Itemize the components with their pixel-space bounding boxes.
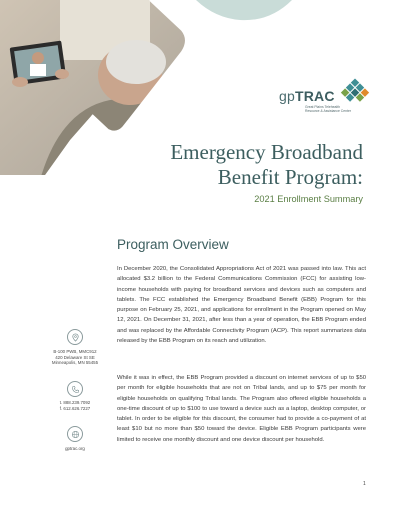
location-pin-icon — [67, 329, 83, 345]
address-line1: B-100 PWB, MMC912 — [53, 349, 97, 354]
page-number: 1 — [363, 481, 366, 487]
logo-tagline-line1: Great Plains Telehealth — [305, 105, 340, 109]
website-link[interactable]: gptrac.org — [65, 446, 85, 451]
phone-block — [40, 400, 110, 411]
logo-word-light: gp — [279, 88, 295, 104]
section-heading: Program Overview — [117, 237, 229, 252]
address-line3: Minneapolis, MN 55455 — [51, 360, 99, 366]
logo-word-bold: TRAC — [294, 88, 335, 104]
document-subtitle: 2021 Enrollment Summary — [254, 194, 363, 204]
paragraph-1: In December 2020, the Consolidated Appropriations Act of 2021 was passed into law. This act allocated $3.2 billion to the Federal Communications Commission (FCC) for assisting low-income households with paying for broadband services and devices such as computers and tablets. The FCC established the Emergency Broadband Benefit (EBB) Program for this purpose on February 25, 2021, and applications for enrollment in the Program opened on May 12, 2021. On December 31, 2021, after less than a year of operation, the EBB Program ended and was replaced by the Affordable Connectivity Program (ACP). This report summarizes data released by the EBB Program on its reach and utilization. — [117, 266, 366, 345]
document-title — [170, 140, 363, 190]
diamond-grid-icon — [335, 74, 375, 114]
address-line2: 420 Delaware St SE — [55, 354, 95, 360]
globe-icon — [67, 426, 83, 442]
fax-number: f. 612.626.7227 — [59, 405, 91, 411]
paragraph-2: While it was in effect, the EBB Program provided a discount on internet services of up to $50 per month for eligible households that are not on Tribal lands, and up to $75 per month for eligible households on qualifying Tribal lands. The Program also offered eligible households a one-time discount of up to $100 to use toward a device such as a laptop, desktop computer, or tablet. In order to be eligible for this discount, the consumer had to provide a co-payment of at least $10 but no more than $50 toward the device. Eligible EBB Program participants were limited to receive one monthly discount and one device discount per household. — [117, 375, 366, 443]
address-block — [40, 349, 110, 366]
title-line1: Emergency Broadband — [170, 140, 363, 164]
gptrac-logo — [279, 72, 379, 122]
phone-number[interactable]: t. 888.239.7092 — [59, 400, 91, 405]
logo-wordmark — [279, 88, 335, 104]
phone-icon — [67, 381, 83, 397]
logo-tagline-line2: Resource & Assistance Center — [305, 109, 351, 113]
website-block — [40, 446, 110, 452]
title-line2: Benefit Program: — [217, 165, 363, 189]
